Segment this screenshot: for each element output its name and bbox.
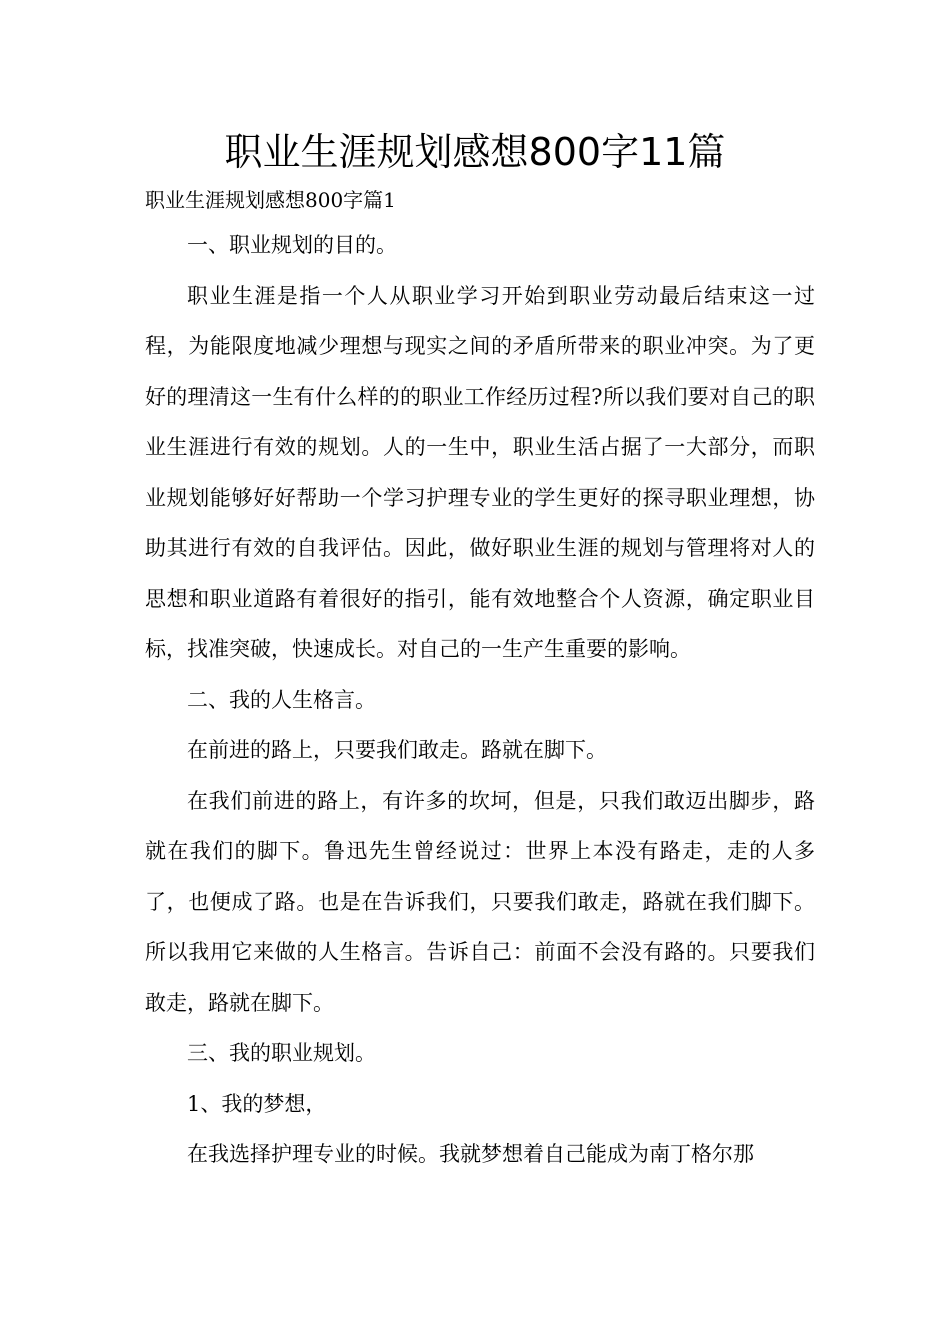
paragraph-motto-explanation: 在我们前进的路上，有许多的坎坷，但是，只我们敢迈出脚步，路就在我们的脚下。鲁迅先生曾经说过：世界上本没有路走，走的人多了，也便成了路。也是在告诉我们，只要我们敢走，路就在我们脚下。所以我用它来做的人生格言。告诉自己：前面不会没有路的。只要我们敢走，路就在脚下。 bbox=[145, 788, 815, 1015]
paragraph-career-definition: 职业生涯是指一个人从职业学习开始到职业劳动最后结束这一过程，为能限度地减少理想与现实之间的矛盾所带来的职业冲突。为了更好的理清这一生有什么样的的职业工作经历过程?所以我们要对自己的职业生涯进行有效的规划。人的一生中，职业生活占据了一大部分，而职业规划能够好好帮助一个学习护理专业的学生更好的探寻职业理想，协助其进行有效的自我评估。因此，做好职业生涯的规划与管理将对人的思想和职业道路有着很好的指引，能有效地整合个人资源，确定职业目标，找准突破，快速成长。对自己的一生产生重要的影响。 bbox=[145, 283, 815, 661]
paragraph-heading-motto: 二、我的人生格言。 bbox=[187, 687, 376, 712]
document-body bbox=[145, 180, 815, 1180]
paragraph-heading-dream: 1、我的梦想， bbox=[187, 1091, 327, 1116]
document-title: 职业生涯规划感想800字11篇 bbox=[224, 130, 726, 174]
paragraph-motto: 在前进的路上，只要我们敢走。路就在脚下。 bbox=[187, 738, 607, 762]
paragraph-dream: 在我选择护理专业的时候。我就梦想着自己能成为南丁格尔那 bbox=[187, 1142, 754, 1166]
section-subtitle: 职业生涯规划感想800字篇1 bbox=[145, 188, 396, 212]
paragraph-heading-purpose: 一、职业规划的目的。 bbox=[187, 233, 397, 257]
paragraph-heading-plan: 三、我的职业规划。 bbox=[187, 1041, 376, 1065]
